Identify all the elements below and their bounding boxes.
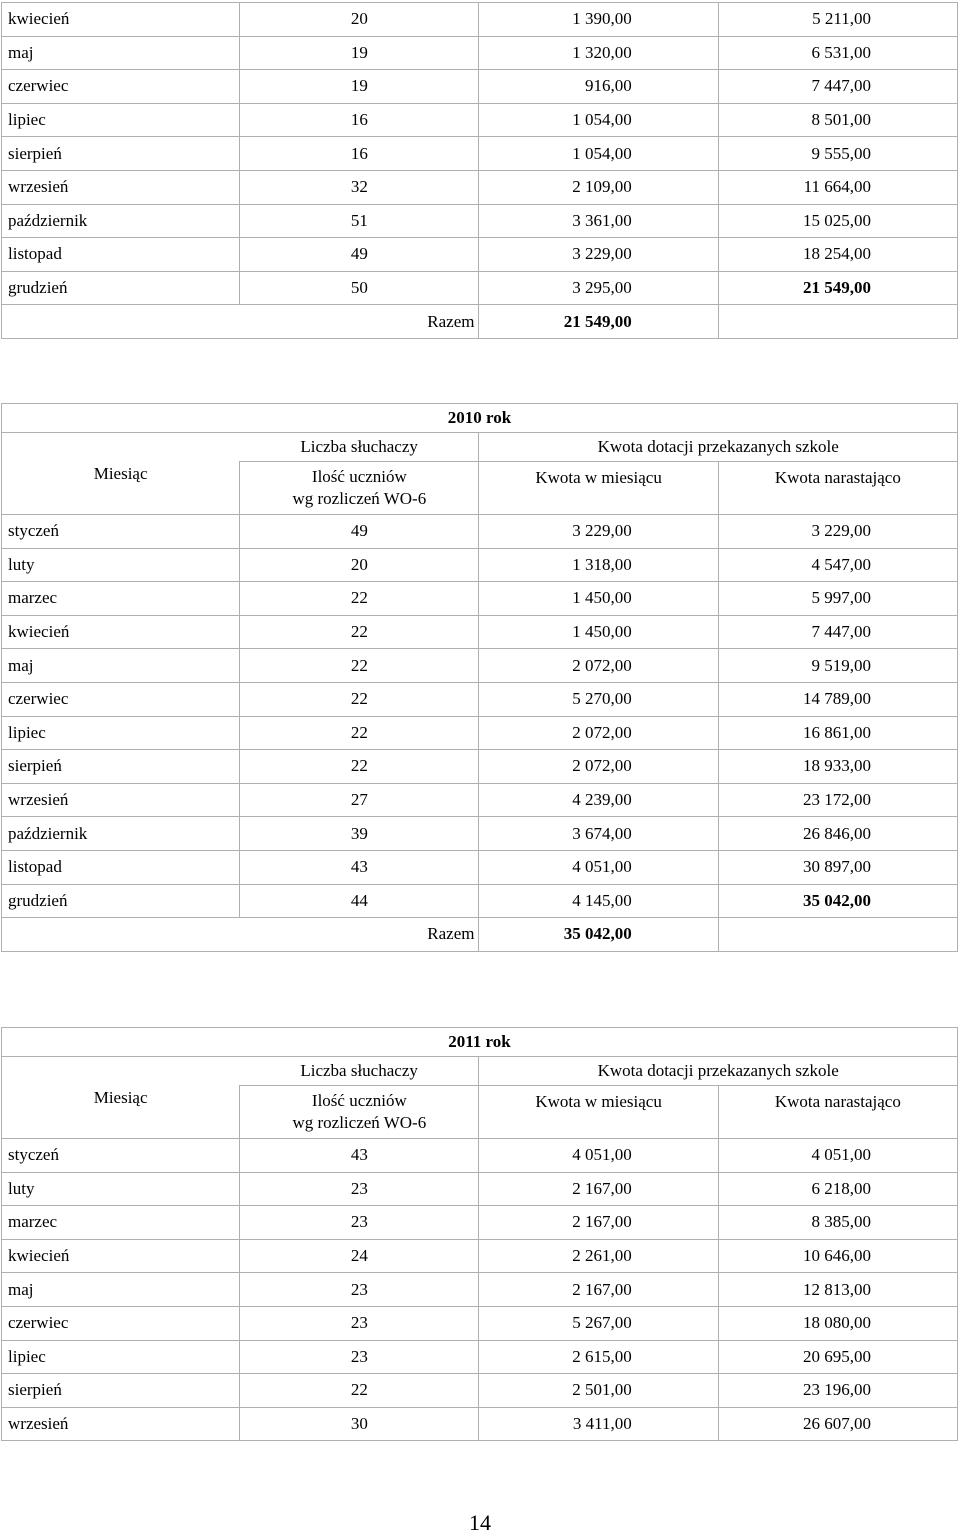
amount-cell: 1 320,00 bbox=[479, 36, 718, 70]
amount-cell: 3 229,00 bbox=[479, 515, 718, 549]
count-cell: 23 bbox=[240, 1206, 479, 1240]
cumulative-cell: 6 218,00 bbox=[718, 1172, 957, 1206]
table-row bbox=[2, 170, 958, 204]
header-ilosc bbox=[240, 462, 479, 515]
header-kwota-miesiacu: Kwota w miesiącu bbox=[479, 1086, 718, 1139]
cumulative-cell: 7 447,00 bbox=[718, 615, 957, 649]
count-cell: 27 bbox=[240, 783, 479, 817]
header-kwota-dotacji: Kwota dotacji przekazanych szkole bbox=[479, 433, 958, 462]
count-cell: 50 bbox=[240, 271, 479, 305]
month-cell: maj bbox=[2, 1273, 240, 1307]
amount-cell: 4 145,00 bbox=[479, 884, 718, 918]
table-row bbox=[2, 204, 958, 238]
cumulative-cell: 4 051,00 bbox=[718, 1139, 957, 1173]
razem-row bbox=[2, 918, 958, 952]
count-cell: 43 bbox=[240, 850, 479, 884]
header-ilosc-sub: wg rozliczeń WO-6 bbox=[292, 1113, 427, 1132]
amount-cell: 2 167,00 bbox=[479, 1206, 718, 1240]
amount-cell: 2 109,00 bbox=[479, 170, 718, 204]
month-cell: kwiecień bbox=[2, 3, 240, 37]
amount-cell: 1 318,00 bbox=[479, 548, 718, 582]
header-ilosc-sub: wg rozliczeń WO-6 bbox=[292, 489, 427, 508]
month-cell: październik bbox=[2, 204, 240, 238]
empty-cell bbox=[718, 305, 957, 339]
table-row bbox=[2, 1374, 958, 1408]
year-heading: 2011 rok bbox=[2, 1028, 958, 1057]
razem-label: Razem bbox=[2, 918, 479, 952]
cumulative-cell: 7 447,00 bbox=[718, 70, 957, 104]
table-row bbox=[2, 850, 958, 884]
cumulative-cell: 30 897,00 bbox=[718, 850, 957, 884]
count-cell: 22 bbox=[240, 582, 479, 616]
month-cell: marzec bbox=[2, 1206, 240, 1240]
table-row bbox=[2, 515, 958, 549]
table-row bbox=[2, 103, 958, 137]
cumulative-cell: 8 385,00 bbox=[718, 1206, 957, 1240]
header-ilosc-label: Ilość uczniów bbox=[311, 1091, 407, 1110]
header-ilosc-label: Ilość uczniów bbox=[311, 467, 407, 486]
amount-cell: 1 450,00 bbox=[479, 615, 718, 649]
month-cell: lipiec bbox=[2, 103, 240, 137]
amount-cell: 2 167,00 bbox=[479, 1172, 718, 1206]
table-body bbox=[2, 1139, 958, 1441]
month-cell: marzec bbox=[2, 582, 240, 616]
count-cell: 43 bbox=[240, 1139, 479, 1173]
count-cell: 22 bbox=[240, 1374, 479, 1408]
month-cell: wrzesień bbox=[2, 1407, 240, 1441]
razem-value: 35 042,00 bbox=[479, 918, 718, 952]
month-cell: czerwiec bbox=[2, 1306, 240, 1340]
count-cell: 22 bbox=[240, 682, 479, 716]
cumulative-cell: 14 789,00 bbox=[718, 682, 957, 716]
count-cell: 23 bbox=[240, 1340, 479, 1374]
month-cell: maj bbox=[2, 36, 240, 70]
razem-label: Razem bbox=[2, 305, 479, 339]
month-cell: luty bbox=[2, 1172, 240, 1206]
table-row bbox=[2, 1340, 958, 1374]
table-row bbox=[2, 3, 958, 37]
count-cell: 19 bbox=[240, 70, 479, 104]
empty-cell bbox=[718, 918, 957, 952]
cumulative-cell: 26 607,00 bbox=[718, 1407, 957, 1441]
count-cell: 49 bbox=[240, 515, 479, 549]
month-cell: grudzień bbox=[2, 271, 240, 305]
month-cell: sierpień bbox=[2, 750, 240, 784]
count-cell: 23 bbox=[240, 1172, 479, 1206]
month-cell: kwiecień bbox=[2, 615, 240, 649]
table-row bbox=[2, 1306, 958, 1340]
month-cell: maj bbox=[2, 649, 240, 683]
table-row bbox=[2, 615, 958, 649]
table-body bbox=[2, 3, 958, 305]
month-cell: lipiec bbox=[2, 1340, 240, 1374]
cumulative-cell: 3 229,00 bbox=[718, 515, 957, 549]
table-row bbox=[2, 70, 958, 104]
count-cell: 16 bbox=[240, 137, 479, 171]
amount-cell: 1 390,00 bbox=[479, 3, 718, 37]
count-cell: 22 bbox=[240, 750, 479, 784]
cumulative-cell: 8 501,00 bbox=[718, 103, 957, 137]
table-row bbox=[2, 1273, 958, 1307]
cumulative-cell: 4 547,00 bbox=[718, 548, 957, 582]
count-cell: 32 bbox=[240, 170, 479, 204]
cumulative-cell: 9 519,00 bbox=[718, 649, 957, 683]
amount-cell: 3 295,00 bbox=[479, 271, 718, 305]
cumulative-cell: 18 080,00 bbox=[718, 1306, 957, 1340]
month-cell: lipiec bbox=[2, 716, 240, 750]
cumulative-cell: 21 549,00 bbox=[718, 271, 957, 305]
razem-row bbox=[2, 305, 958, 339]
month-cell: styczeń bbox=[2, 515, 240, 549]
table-row bbox=[2, 36, 958, 70]
count-cell: 20 bbox=[240, 3, 479, 37]
amount-cell: 4 239,00 bbox=[479, 783, 718, 817]
cumulative-cell: 10 646,00 bbox=[718, 1239, 957, 1273]
table-row bbox=[2, 238, 958, 272]
amount-cell: 2 615,00 bbox=[479, 1340, 718, 1374]
month-cell: listopad bbox=[2, 850, 240, 884]
table-row bbox=[2, 1172, 958, 1206]
header-kwota-narastajaco: Kwota narastająco bbox=[718, 1086, 957, 1139]
count-cell: 51 bbox=[240, 204, 479, 238]
month-cell: styczeń bbox=[2, 1139, 240, 1173]
count-cell: 23 bbox=[240, 1273, 479, 1307]
amount-cell: 4 051,00 bbox=[479, 1139, 718, 1173]
cumulative-cell: 5 211,00 bbox=[718, 3, 957, 37]
amount-cell: 3 411,00 bbox=[479, 1407, 718, 1441]
header-liczba: Liczba słuchaczy bbox=[240, 433, 479, 462]
amount-cell: 5 270,00 bbox=[479, 682, 718, 716]
table-row bbox=[2, 750, 958, 784]
cumulative-cell: 23 172,00 bbox=[718, 783, 957, 817]
header-kwota-narastajaco: Kwota narastająco bbox=[718, 462, 957, 515]
month-cell: sierpień bbox=[2, 1374, 240, 1408]
header-kwota-miesiacu: Kwota w miesiącu bbox=[479, 462, 718, 515]
header-miesiac: Miesiąc bbox=[2, 1057, 240, 1139]
count-cell: 23 bbox=[240, 1306, 479, 1340]
table-row bbox=[2, 271, 958, 305]
table-row bbox=[2, 682, 958, 716]
count-cell: 24 bbox=[240, 1239, 479, 1273]
amount-cell: 5 267,00 bbox=[479, 1306, 718, 1340]
table-row bbox=[2, 582, 958, 616]
cumulative-cell: 9 555,00 bbox=[718, 137, 957, 171]
month-cell: listopad bbox=[2, 238, 240, 272]
amount-cell: 4 051,00 bbox=[479, 850, 718, 884]
table-row bbox=[2, 716, 958, 750]
header-liczba: Liczba słuchaczy bbox=[240, 1057, 479, 1086]
amount-cell: 2 072,00 bbox=[479, 716, 718, 750]
amount-cell: 3 361,00 bbox=[479, 204, 718, 238]
page-number: 14 bbox=[469, 1510, 491, 1535]
count-cell: 20 bbox=[240, 548, 479, 582]
month-cell: wrzesień bbox=[2, 170, 240, 204]
table-row bbox=[2, 1407, 958, 1441]
cumulative-cell: 35 042,00 bbox=[718, 884, 957, 918]
count-cell: 44 bbox=[240, 884, 479, 918]
month-cell: grudzień bbox=[2, 884, 240, 918]
amount-cell: 2 501,00 bbox=[479, 1374, 718, 1408]
table-row bbox=[2, 649, 958, 683]
cumulative-cell: 20 695,00 bbox=[718, 1340, 957, 1374]
table-row bbox=[2, 137, 958, 171]
table-row bbox=[2, 1139, 958, 1173]
cumulative-cell: 15 025,00 bbox=[718, 204, 957, 238]
header-kwota-dotacji: Kwota dotacji przekazanych szkole bbox=[479, 1057, 958, 1086]
amount-cell: 3 674,00 bbox=[479, 817, 718, 851]
table-body bbox=[2, 515, 958, 918]
cumulative-cell: 23 196,00 bbox=[718, 1374, 957, 1408]
amount-cell: 3 229,00 bbox=[479, 238, 718, 272]
table-row bbox=[2, 884, 958, 918]
table-row bbox=[2, 783, 958, 817]
month-cell: czerwiec bbox=[2, 682, 240, 716]
amount-cell: 2 261,00 bbox=[479, 1239, 718, 1273]
table-row bbox=[2, 1206, 958, 1240]
count-cell: 19 bbox=[240, 36, 479, 70]
table-2010 bbox=[1, 403, 958, 952]
count-cell: 49 bbox=[240, 238, 479, 272]
month-cell: wrzesień bbox=[2, 783, 240, 817]
cumulative-cell: 18 933,00 bbox=[718, 750, 957, 784]
amount-cell: 1 054,00 bbox=[479, 103, 718, 137]
cumulative-cell: 12 813,00 bbox=[718, 1273, 957, 1307]
razem-value: 21 549,00 bbox=[479, 305, 718, 339]
count-cell: 16 bbox=[240, 103, 479, 137]
amount-cell: 2 072,00 bbox=[479, 649, 718, 683]
amount-cell: 2 167,00 bbox=[479, 1273, 718, 1307]
month-cell: sierpień bbox=[2, 137, 240, 171]
cumulative-cell: 18 254,00 bbox=[718, 238, 957, 272]
cumulative-cell: 26 846,00 bbox=[718, 817, 957, 851]
cumulative-cell: 5 997,00 bbox=[718, 582, 957, 616]
header-ilosc bbox=[240, 1086, 479, 1139]
table-row bbox=[2, 548, 958, 582]
count-cell: 22 bbox=[240, 649, 479, 683]
table-continuation bbox=[1, 2, 958, 339]
cumulative-cell: 11 664,00 bbox=[718, 170, 957, 204]
count-cell: 22 bbox=[240, 615, 479, 649]
amount-cell: 916,00 bbox=[479, 70, 718, 104]
month-cell: październik bbox=[2, 817, 240, 851]
amount-cell: 2 072,00 bbox=[479, 750, 718, 784]
amount-cell: 1 054,00 bbox=[479, 137, 718, 171]
table-row bbox=[2, 1239, 958, 1273]
cumulative-cell: 6 531,00 bbox=[718, 36, 957, 70]
month-cell: czerwiec bbox=[2, 70, 240, 104]
year-heading: 2010 rok bbox=[2, 404, 958, 433]
count-cell: 39 bbox=[240, 817, 479, 851]
table-2011 bbox=[1, 1027, 958, 1441]
cumulative-cell: 16 861,00 bbox=[718, 716, 957, 750]
month-cell: kwiecień bbox=[2, 1239, 240, 1273]
table-row bbox=[2, 817, 958, 851]
amount-cell: 1 450,00 bbox=[479, 582, 718, 616]
count-cell: 30 bbox=[240, 1407, 479, 1441]
header-miesiac: Miesiąc bbox=[2, 433, 240, 515]
month-cell: luty bbox=[2, 548, 240, 582]
count-cell: 22 bbox=[240, 716, 479, 750]
